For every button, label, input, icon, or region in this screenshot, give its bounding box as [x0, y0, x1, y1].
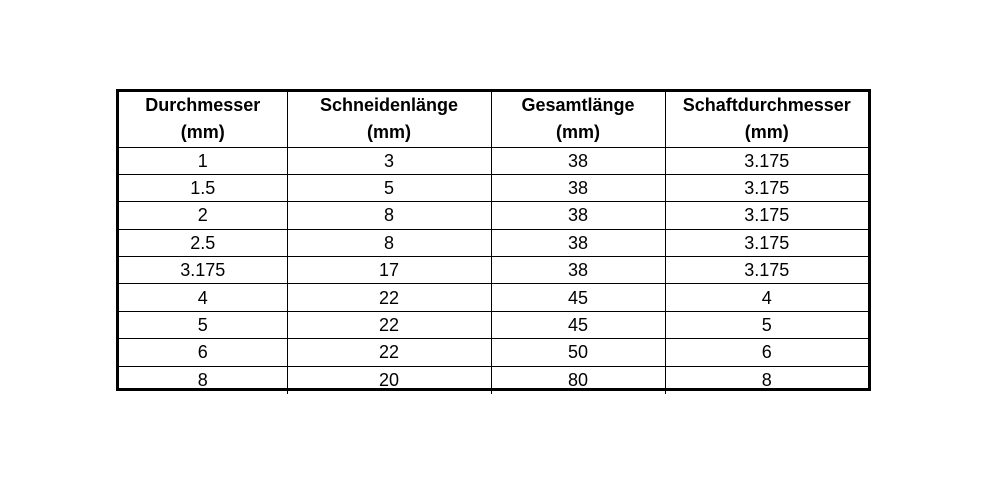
- table-row: [119, 339, 868, 366]
- table-row: [119, 284, 868, 311]
- table-row: [119, 174, 868, 201]
- table-cell: 1: [119, 147, 287, 174]
- spec-table-container: [116, 89, 871, 391]
- table-row: [119, 366, 868, 393]
- header-unit: (mm): [744, 122, 789, 143]
- table-cell: 22: [287, 311, 491, 338]
- header-unit: (mm): [367, 122, 411, 143]
- table-cell: 17: [287, 257, 491, 284]
- header-label: Durchmesser: [145, 95, 261, 116]
- table-row: [119, 202, 868, 229]
- table-cell: 2.5: [119, 229, 287, 256]
- header-label: Schneidenlänge: [319, 95, 459, 116]
- table-cell: 8: [287, 229, 491, 256]
- table-cell: 3.175: [665, 229, 868, 256]
- table-cell: 45: [491, 284, 665, 311]
- table-cell: 3.175: [119, 257, 287, 284]
- table-cell: 38: [491, 202, 665, 229]
- table-cell: 4: [119, 284, 287, 311]
- header-schneidenlaenge: [287, 92, 491, 147]
- table-row: [119, 257, 868, 284]
- header-unit: (mm): [556, 122, 600, 143]
- table-cell: 8: [119, 366, 287, 393]
- table-cell: 80: [491, 366, 665, 393]
- table-cell: 5: [287, 174, 491, 201]
- table-row: [119, 229, 868, 256]
- table-cell: 1.5: [119, 174, 287, 201]
- table-cell: 5: [119, 311, 287, 338]
- table-header-row: [119, 92, 868, 147]
- table-row: [119, 147, 868, 174]
- table-cell: 2: [119, 202, 287, 229]
- table-cell: 4: [665, 284, 868, 311]
- header-durchmesser: [119, 92, 287, 147]
- header-schaftdurchmesser: [665, 92, 868, 147]
- table-cell: 8: [287, 202, 491, 229]
- header-gesamtlaenge: [491, 92, 665, 147]
- table-cell: 38: [491, 229, 665, 256]
- table-cell: 8: [665, 366, 868, 393]
- table-cell: 5: [665, 311, 868, 338]
- table-cell: 38: [491, 174, 665, 201]
- table-cell: 3.175: [665, 257, 868, 284]
- table-row: [119, 311, 868, 338]
- table-cell: 20: [287, 366, 491, 393]
- table-cell: 50: [491, 339, 665, 366]
- table-cell: 38: [491, 147, 665, 174]
- table-cell: 3: [287, 147, 491, 174]
- header-label: Gesamtlänge: [521, 95, 635, 116]
- table-cell: 3.175: [665, 147, 868, 174]
- table-cell: 22: [287, 284, 491, 311]
- header-label: Schaftdurchmesser: [682, 95, 851, 116]
- table-cell: 6: [119, 339, 287, 366]
- spec-table: [119, 92, 868, 394]
- header-unit: (mm): [180, 122, 225, 143]
- table-cell: 45: [491, 311, 665, 338]
- table-cell: 22: [287, 339, 491, 366]
- table-cell: 3.175: [665, 174, 868, 201]
- table-cell: 38: [491, 257, 665, 284]
- table-cell: 6: [665, 339, 868, 366]
- table-cell: 3.175: [665, 202, 868, 229]
